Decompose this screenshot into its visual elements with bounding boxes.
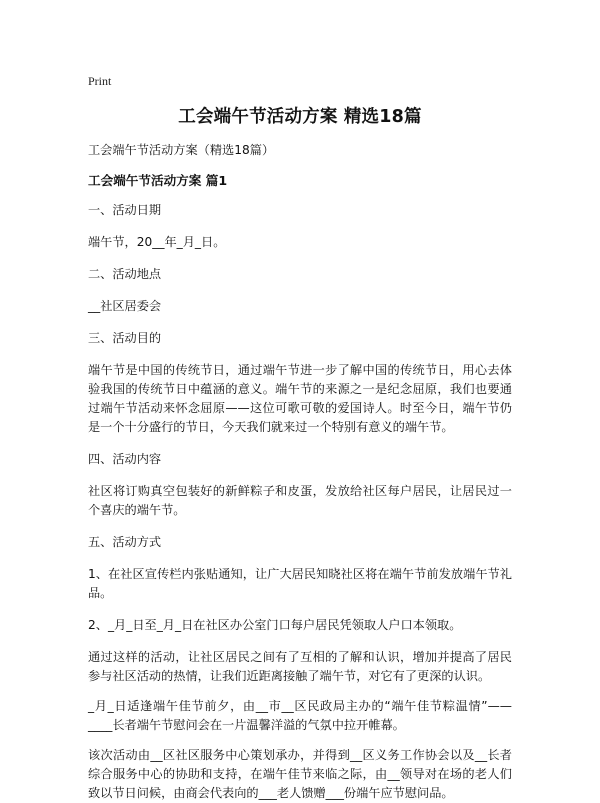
document-subtitle: 工会端午节活动方案（精选18篇） — [88, 143, 275, 157]
heading-date: 一、活动日期 — [88, 203, 162, 217]
section-title: 工会端午节活动方案 篇1 — [88, 173, 228, 188]
paragraph-event: _月_日适逢端午佳节前夕，由__市__区民政局主办的“端午佳节粽温情”——____长者端午节慰问会在一片温馨洋溢的气氛中拉开帷幕。 — [88, 699, 512, 732]
paragraph-result: 通过这样的活动，让社区居民之间有了互相的了解和认识，增加并提高了居民参与社区活动的热情，让我们近距离接触了端午节，对它有了更深的认识。 — [88, 650, 512, 683]
heading-purpose: 三、活动目的 — [88, 331, 162, 345]
heading-method: 五、活动方式 — [88, 535, 162, 549]
paragraph-purpose: 端午节是中国的传统节日，通过端午节进一步了解中国的传统节日，用心去体验我国的传统节日中蕴涵的意义。端午节的来源之一是纪念屈原，我们也要通过端午节活动来怀念屈原——这位可歌可敬的爱国诗人。时至今日，端午节仍是一个十分盛行的节日，今天我们就来过一个特别有意义的端午节。 — [88, 363, 512, 434]
document-title: 工会端午节活动方案 精选18篇 — [178, 107, 422, 127]
paragraph-support: 该次活动由__区社区服务中心策划承办，并得到__区义务工作协会以及__长者综合服务中心的协助和支持，在端午佳节来临之际，由__领导对在场的老人们致以节日问候，由商会代表向的___老人馈赠___份端午应节慰问品。 — [88, 748, 512, 800]
paragraph-content: 社区将订购真空包装好的新鲜粽子和皮蛋，发放给社区每户居民，让居民过一个喜庆的端午节。 — [88, 484, 512, 517]
paragraph-method-1: 1、在社区宣传栏内张贴通知，让广大居民知晓社区将在端午节前发放端午节礼品。 — [88, 567, 512, 600]
paragraph-method-2: 2、_月_日至_月_日在社区办公室门口每户居民凭领取人户口本领取。 — [88, 618, 462, 632]
print-link[interactable]: Print — [88, 74, 112, 88]
heading-content: 四、活动内容 — [88, 452, 162, 466]
paragraph-date: 端午节，20__年_月_日。 — [88, 235, 226, 249]
paragraph-place: __社区居委会 — [88, 299, 162, 313]
heading-place: 二、活动地点 — [88, 267, 162, 281]
